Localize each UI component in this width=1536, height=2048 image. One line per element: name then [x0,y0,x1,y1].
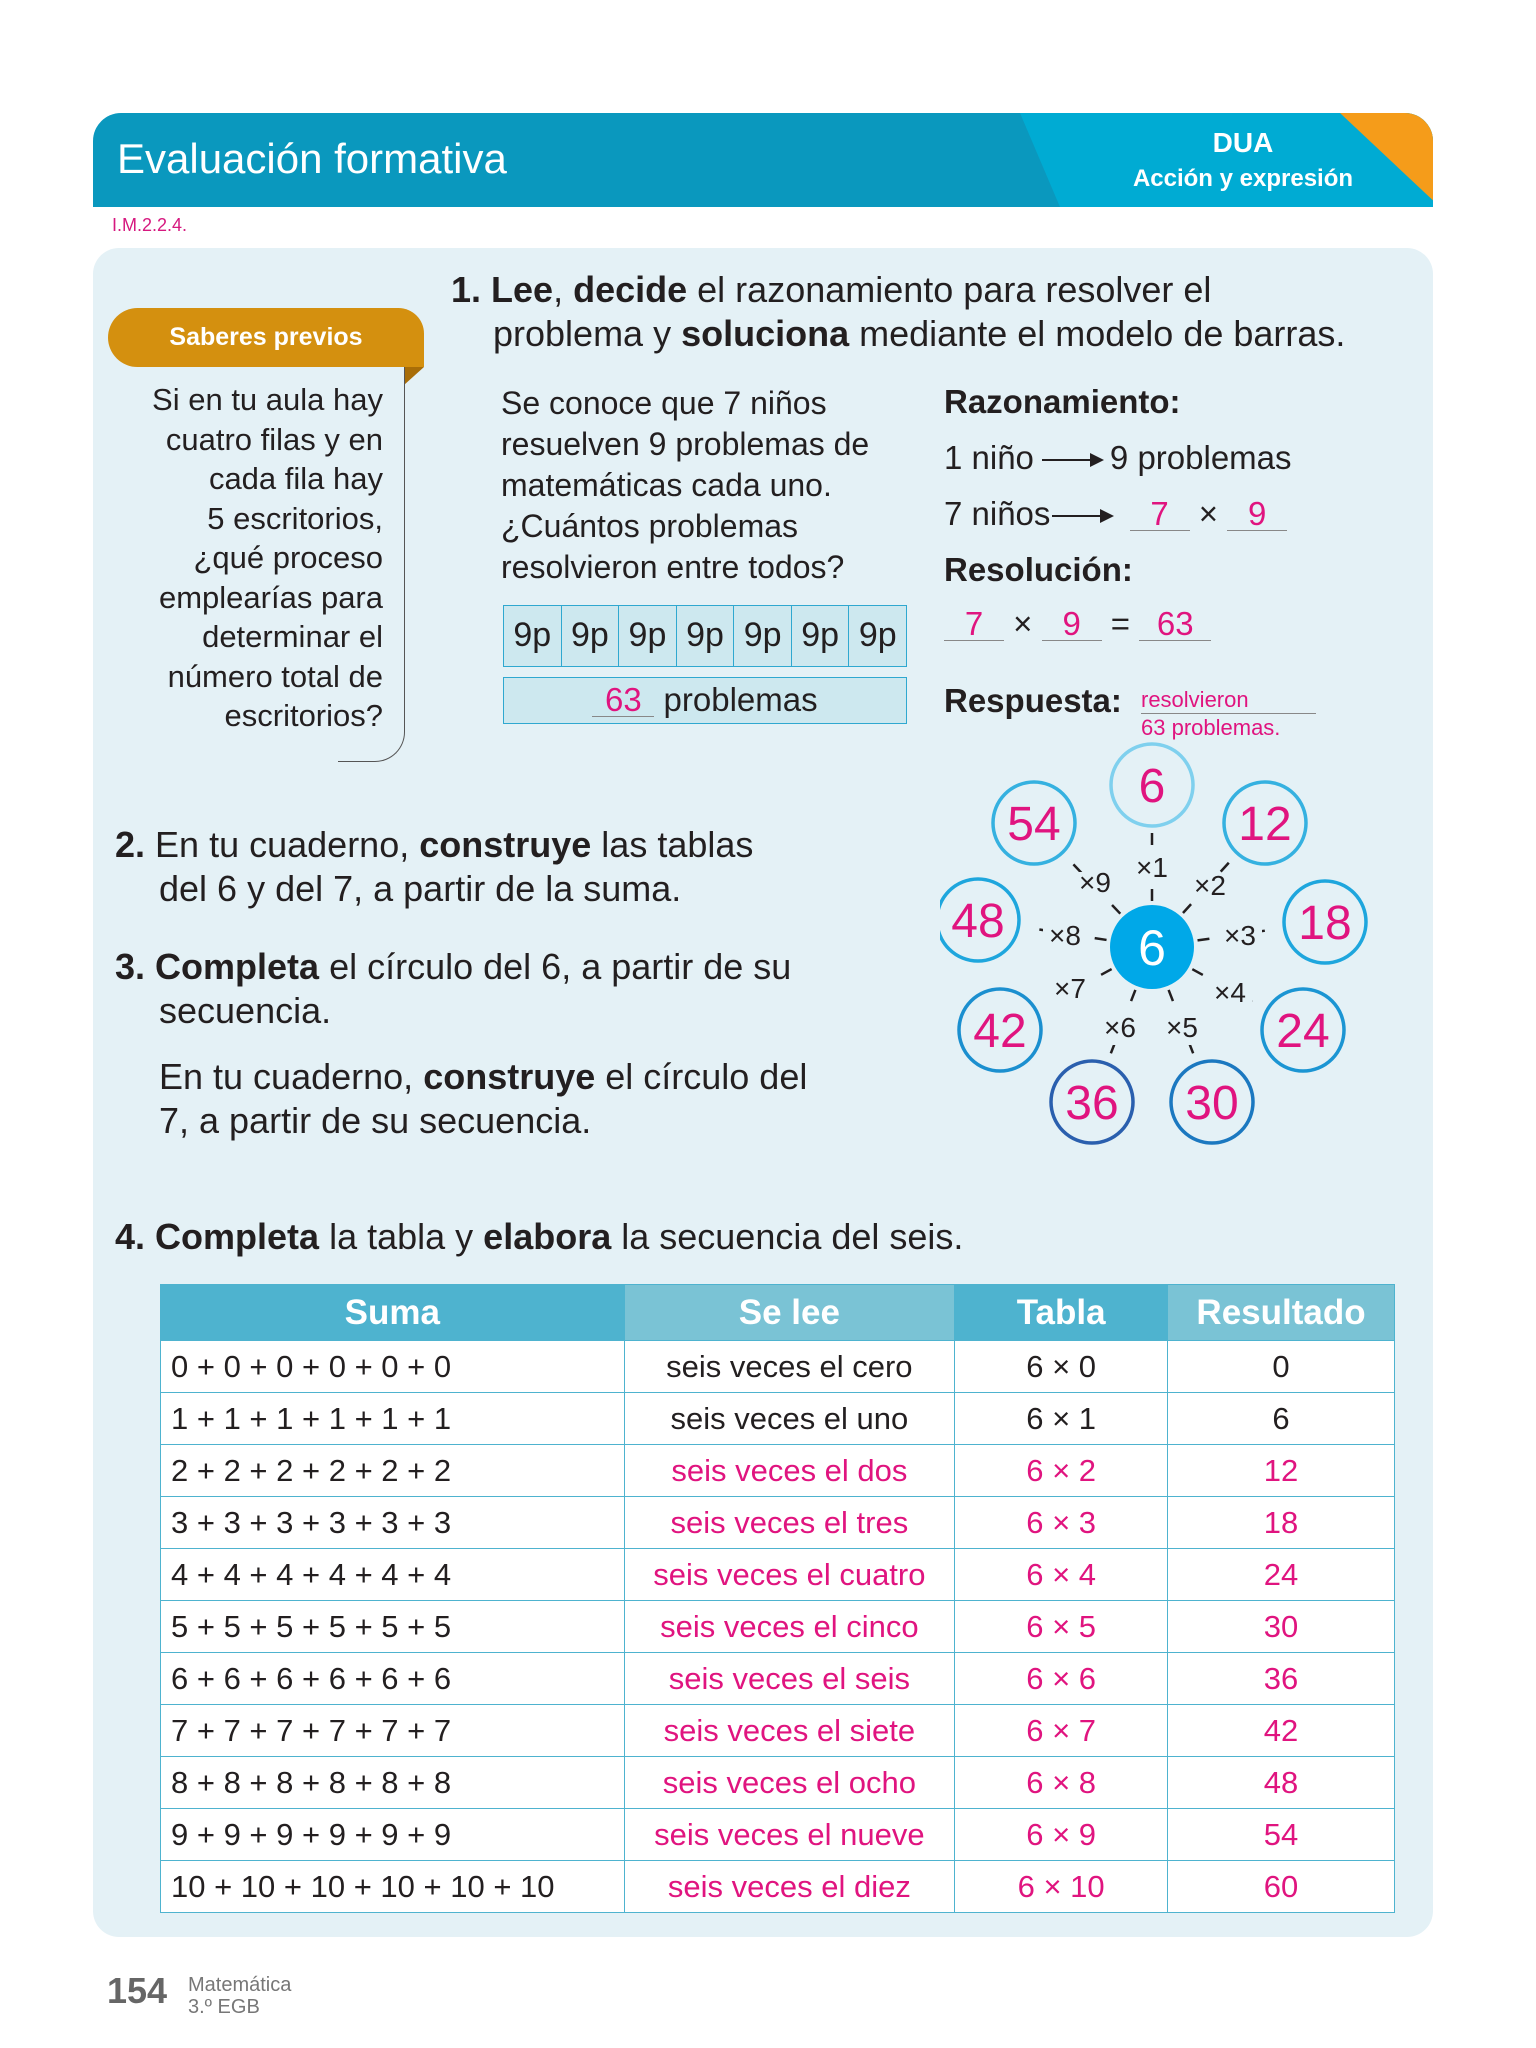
q4-number: 4. [115,1216,146,1257]
q3-text: En tu cuaderno, [159,1056,424,1097]
resolucion-row [944,605,1211,643]
subject: Matemática [188,1974,292,1996]
q4-text: la secuencia del seis. [611,1216,964,1257]
q2-text: del 6 y del 7, a partir de la suma. [159,868,682,909]
tabla-cell: 6 × 3 [955,1497,1168,1549]
answer-blank: 9 [1227,497,1287,531]
multiplier-label: ×8 [1049,920,1081,951]
table-row [161,1445,1395,1497]
bar-model [503,605,907,667]
q3-bold: Completa [155,946,320,987]
q1-instruction [451,268,1345,356]
q1-text: problema y [493,313,682,354]
tabla-cell: 6 × 0 [955,1341,1168,1393]
bar-cell: 9p [734,606,792,666]
resultado-cell: 0 [1168,1341,1395,1393]
q3-bold: construye [423,1056,596,1097]
tabla-cell: 6 × 7 [955,1705,1168,1757]
outer-value: 54 [1007,798,1061,851]
outer-value: 6 [1138,760,1166,813]
respuesta-line-2: 63 problemas. [1141,715,1281,740]
se-lee-cell: seis veces el diez [624,1861,955,1913]
multiplier-label: ×2 [1194,870,1226,901]
table-row [161,1601,1395,1653]
table-row [161,1393,1395,1445]
q2-text: las tablas [591,824,754,865]
se-lee-cell: seis veces el seis [624,1653,955,1705]
outer-value: 30 [1185,1077,1239,1130]
tabla-cell: 6 × 5 [955,1601,1168,1653]
q2-number: 2. [115,824,146,865]
resultado-cell: 42 [1168,1705,1395,1757]
multiplication-circle [940,740,1400,1180]
saberes-line: emplearías para [158,579,383,615]
se-lee-cell: seis veces el dos [624,1445,955,1497]
suma-cell: 6 + 6 + 6 + 6 + 6 + 6 [161,1653,625,1705]
q1-bold: soluciona [681,313,850,354]
q1-bold: Lee [491,269,554,310]
bar-cell: 9p [677,606,735,666]
table-row [161,1809,1395,1861]
table-row [161,1549,1395,1601]
saberes-line: cada fila hay [208,461,383,496]
center-value: 6 [1138,920,1166,976]
saberes-text [110,380,383,736]
suma-cell: 0 + 0 + 0 + 0 + 0 + 0 [161,1341,625,1393]
se-lee-cell: seis veces el ocho [624,1757,955,1809]
q3-paragraph-2 [159,1055,807,1143]
problem-line: matemáticas cada uno. [501,467,832,503]
resultado-cell: 12 [1168,1445,1395,1497]
outer-value: 42 [973,1005,1027,1058]
q2-text: En tu cuaderno, [155,824,420,865]
header-suma: Suma [161,1285,625,1341]
six-table [160,1284,1395,1913]
problem-statement [501,383,869,588]
suma-cell: 9 + 9 + 9 + 9 + 9 + 9 [161,1809,625,1861]
se-lee-cell: seis veces el nueve [624,1809,955,1861]
answer-blank: 7 [1130,497,1190,531]
bar-cell: 9p [619,606,677,666]
outer-value: 12 [1238,798,1292,851]
q3-text: el círculo del [595,1056,808,1097]
se-lee-cell: seis veces el cuatro [624,1549,955,1601]
respuesta-label: Respuesta: [944,682,1122,719]
suma-cell: 3 + 3 + 3 + 3 + 3 + 3 [161,1497,625,1549]
razonamiento-row-2 [944,495,1287,533]
bar-cell: 9p [792,606,850,666]
footer-subject [188,1974,291,2018]
tabla-cell: 6 × 6 [955,1653,1168,1705]
header-tabla: Tabla [955,1285,1168,1341]
header-resultado: Resultado [1168,1285,1395,1341]
q4-text: la tabla y [319,1216,484,1257]
header-se-lee: Se lee [624,1285,955,1341]
q1-text: mediante el modelo de barras. [849,313,1346,354]
outer-value: 18 [1298,897,1352,950]
saberes-line: 5 escritorios, [207,500,383,536]
tabla-cell: 6 × 2 [955,1445,1168,1497]
answer-blank: 9 [1042,607,1102,641]
problem-line: ¿Cuántos problemas [501,508,799,544]
se-lee-cell: seis veces el tres [624,1497,955,1549]
outer-value: 36 [1065,1077,1119,1130]
outer-value: 48 [951,895,1005,948]
problem-line: resuelven 9 problemas de [501,426,870,462]
section-title: Evaluación formativa [117,135,507,182]
arrow-icon [1052,515,1112,517]
q3-number: 3. [115,946,146,987]
total-answer: 63 [592,683,654,717]
suma-cell: 1 + 1 + 1 + 1 + 1 + 1 [161,1393,625,1445]
table-row [161,1497,1395,1549]
saberes-line: ¿qué proceso [193,540,383,575]
q1-number: 1. [451,269,482,310]
q4-instruction [115,1215,963,1259]
row-left: 1 niño [944,439,1034,476]
table-row [161,1757,1395,1809]
bar-cell: 9p [504,606,562,666]
tabla-cell: 6 × 10 [955,1861,1168,1913]
se-lee-cell: seis veces el siete [624,1705,955,1757]
tabla-cell: 6 × 9 [955,1809,1168,1861]
times-sign: × [1013,605,1033,642]
multiplier-label: ×7 [1054,973,1086,1004]
suma-cell: 10 + 10 + 10 + 10 + 10 + 10 [161,1861,625,1913]
multiplier-label: ×1 [1136,852,1168,883]
respuesta-line-1: resolvieron [1141,687,1316,714]
resultado-cell: 24 [1168,1549,1395,1601]
equals-sign: = [1110,605,1131,642]
row-right: 9 problemas [1109,439,1292,476]
suma-cell: 4 + 4 + 4 + 4 + 4 + 4 [161,1549,625,1601]
suma-cell: 2 + 2 + 2 + 2 + 2 + 2 [161,1445,625,1497]
problem-line: Se conoce que 7 niños [501,385,827,421]
answer-blank: 7 [944,607,1004,641]
se-lee-cell: seis veces el cero [624,1341,955,1393]
total-label: problemas [663,681,818,718]
section-header [93,113,1433,207]
page-number: 154 [107,1970,168,2011]
tabla-cell: 6 × 8 [955,1757,1168,1809]
table-row [161,1653,1395,1705]
q4-bold: Completa [155,1216,320,1257]
q3-instruction [115,945,791,1033]
saberes-line: escritorios? [224,698,383,733]
grade: 3.º EGB [188,1996,260,2018]
dua-title: DUA [1212,127,1274,158]
q2-instruction [115,823,753,911]
saberes-line: número total de [167,658,383,694]
razonamiento-row-1 [944,439,1292,477]
resultado-cell: 30 [1168,1601,1395,1653]
resultado-cell: 54 [1168,1809,1395,1861]
se-lee-cell: seis veces el uno [624,1393,955,1445]
q1-text: el razonamiento para resolver el [687,269,1212,310]
q3-text: el círculo del 6, a partir de su [319,946,792,987]
resultado-cell: 18 [1168,1497,1395,1549]
q3-text: 7, a partir de su secuencia. [159,1100,592,1141]
q4-bold: elabora [483,1216,612,1257]
answer-blank: 63 [1139,607,1211,641]
multiplier-label: ×6 [1104,1012,1136,1043]
saberes-line: determinar el [202,619,383,654]
multiplier-label: ×9 [1079,867,1111,898]
bar-total [503,677,907,724]
q3-text: secuencia. [159,990,332,1031]
suma-cell: 8 + 8 + 8 + 8 + 8 + 8 [161,1757,625,1809]
se-lee-cell: seis veces el cinco [624,1601,955,1653]
multiplier-label: ×4 [1214,977,1246,1008]
suma-cell: 5 + 5 + 5 + 5 + 5 + 5 [161,1601,625,1653]
resolucion-label: Resolución: [944,551,1133,588]
bar-cell: 9p [858,616,897,654]
indicator-code: I.M.2.2.4. [112,215,188,235]
table-row [161,1861,1395,1913]
times-sign: × [1198,495,1219,532]
row-left: 7 niños [944,495,1051,532]
resultado-cell: 48 [1168,1757,1395,1809]
suma-cell: 7 + 7 + 7 + 7 + 7 + 7 [161,1705,625,1757]
saberes-line: Si en tu aula hay [152,382,383,417]
bar-cell: 9p [562,606,620,666]
arrow-icon [1042,459,1102,461]
table-header-row [161,1285,1395,1341]
outer-value: 24 [1276,1005,1330,1058]
problem-line: resolvieron entre todos? [501,549,845,585]
razonamiento-label: Razonamiento: [944,383,1181,420]
resultado-cell: 36 [1168,1653,1395,1705]
resultado-cell: 6 [1168,1393,1395,1445]
multiplier-label: ×3 [1224,920,1256,951]
tabla-cell: 6 × 1 [955,1393,1168,1445]
tabla-cell: 6 × 4 [955,1549,1168,1601]
saberes-previos-tab: Saberes previos [108,308,424,367]
dua-subtitle: Acción y expresión [1132,165,1354,192]
q1-text: , [553,269,574,310]
q2-bold: construye [419,824,592,865]
q1-bold: decide [573,269,688,310]
table-row [161,1341,1395,1393]
multiplier-label: ×5 [1166,1012,1198,1043]
saberes-line: cuatro filas y en [165,421,383,457]
resultado-cell: 60 [1168,1861,1395,1913]
table-row [161,1705,1395,1757]
